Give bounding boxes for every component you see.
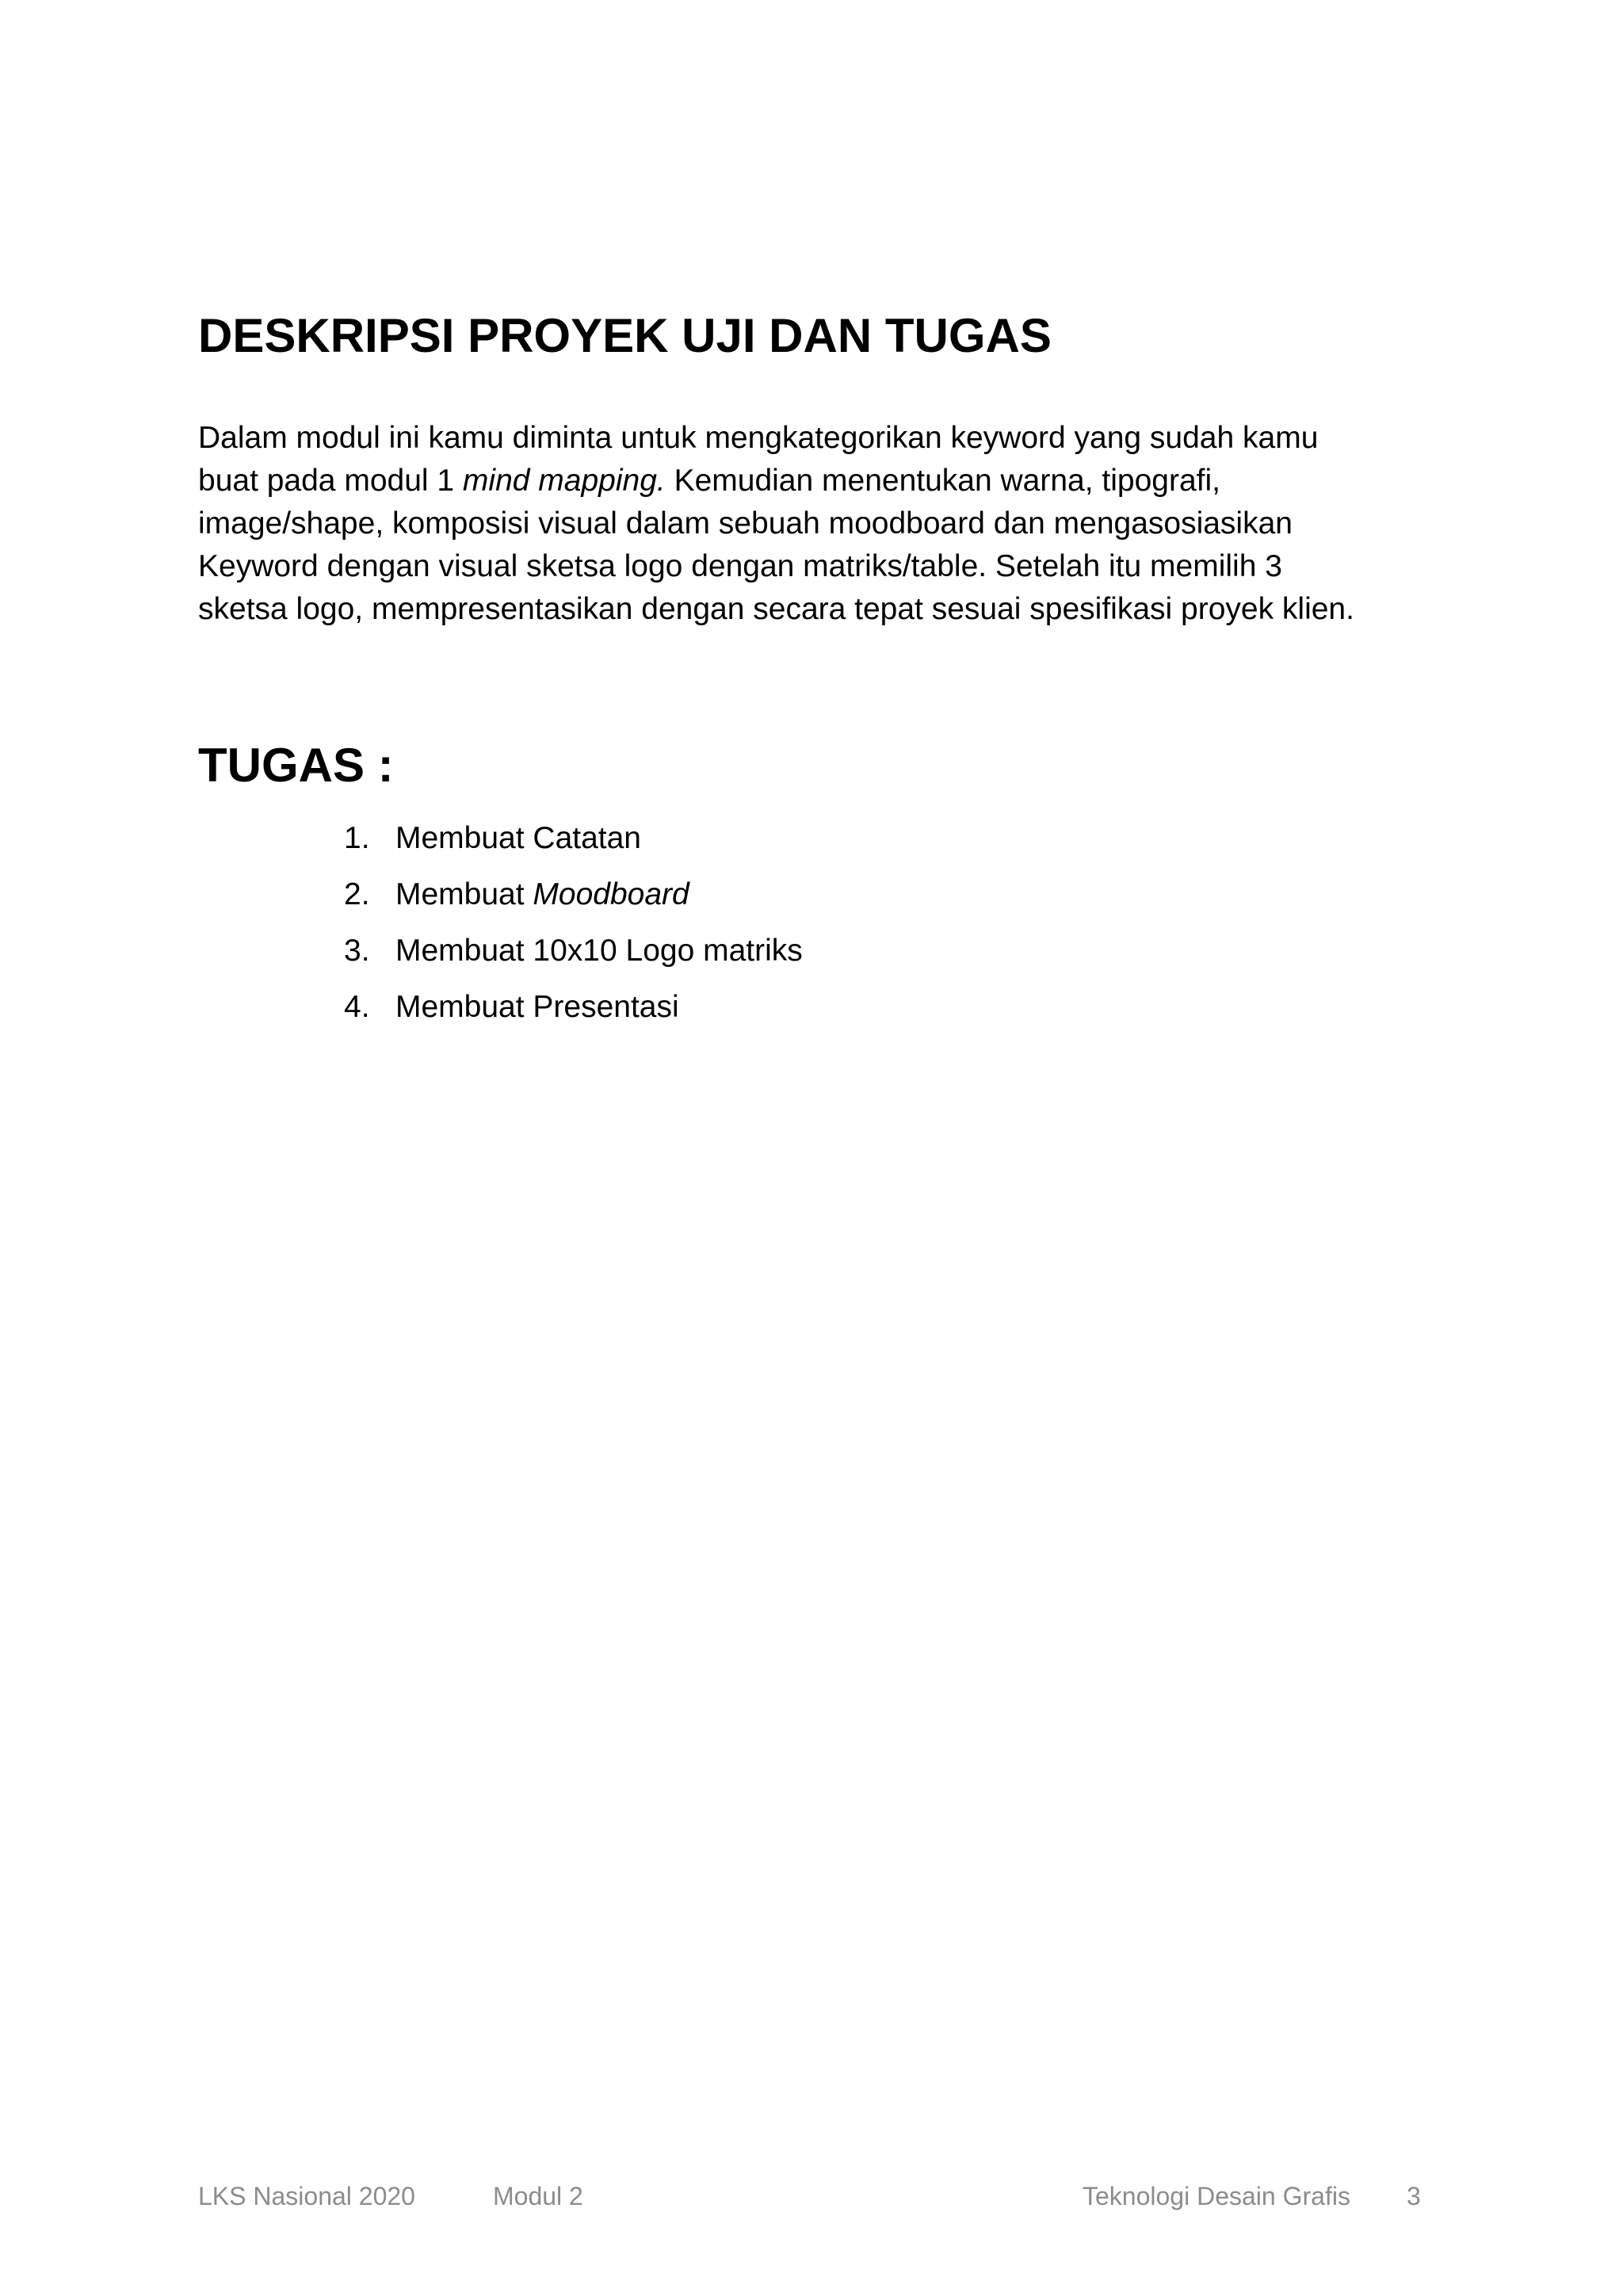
task-text-italic: Moodboard xyxy=(533,877,689,911)
intro-line-2 xyxy=(198,460,1498,502)
task-number: 3. xyxy=(344,934,370,968)
task-list xyxy=(344,817,803,1042)
intro-line-3: image/shape, komposisi visual dalam sebuah moodboard dan mengasosiasikan xyxy=(198,506,1293,541)
page-title: DESKRIPSI PROYEK UJI DAN TUGAS xyxy=(198,309,1052,362)
task-item-2 xyxy=(344,873,803,916)
intro-line-5: sketsa logo, mempresentasikan dengan secara tepat sesuai spesifikasi proyek klien. xyxy=(198,592,1354,626)
tasks-heading: TUGAS : xyxy=(198,739,394,792)
task-text xyxy=(395,873,689,916)
task-number: 1. xyxy=(344,821,370,855)
task-text-plain: Membuat xyxy=(395,877,533,911)
task-number: 4. xyxy=(344,990,370,1024)
intro-line-4: Keyword dengan visual sketsa logo dengan matriks/table. Setelah itu memilih 3 xyxy=(198,549,1282,583)
task-item-3 xyxy=(344,930,803,972)
intro-line-1: Dalam modul ini kamu diminta untuk mengkategorikan keyword yang sudah kamu xyxy=(198,421,1319,455)
task-text-plain: Membuat Catatan xyxy=(395,821,642,855)
intro-paragraph xyxy=(198,417,1498,631)
footer-event: LKS Nasional 2020 xyxy=(198,2182,415,2210)
task-text-plain: Membuat Presentasi xyxy=(395,990,679,1024)
task-item-4 xyxy=(344,986,803,1029)
task-text xyxy=(395,930,803,972)
footer-page-number: 3 xyxy=(1407,2182,1421,2210)
intro-line-2-italic: mind mapping. xyxy=(462,464,666,498)
intro-line-2-start: buat pada modul 1 xyxy=(198,464,463,498)
task-number: 2. xyxy=(344,877,370,911)
footer-module: Modul 2 xyxy=(493,2182,583,2210)
task-text-plain: Membuat 10x10 Logo matriks xyxy=(395,934,803,968)
footer-subject: Teknologi Desain Grafis xyxy=(1083,2182,1350,2210)
task-text xyxy=(395,986,679,1029)
task-text xyxy=(395,817,641,860)
task-item-1 xyxy=(344,817,803,860)
intro-line-2-end: Kemudian menentukan warna, tipografi, xyxy=(665,464,1220,498)
